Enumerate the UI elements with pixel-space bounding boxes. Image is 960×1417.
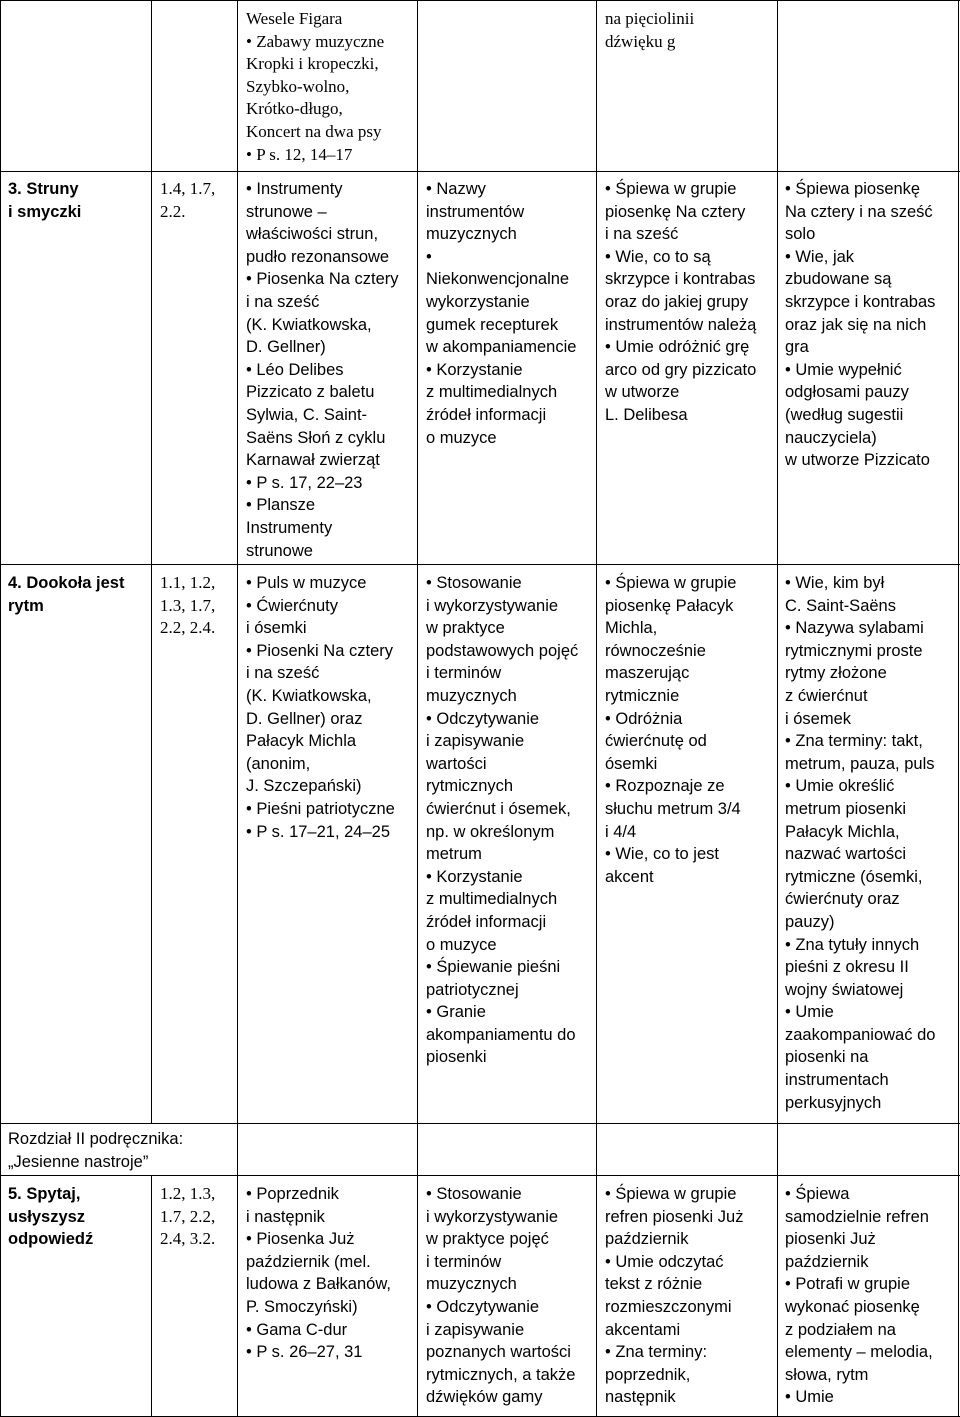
text-line: metrum, pauza, puls (785, 754, 935, 773)
text-line: i terminów (426, 664, 502, 683)
text-line: Saëns Słoń z cyklu (246, 428, 386, 447)
text-line: • Odróżnia (605, 709, 683, 728)
text-line: (anonim, (246, 754, 311, 773)
text-line: refren piosenki Już (605, 1207, 744, 1226)
text-line: • Nazywa sylabami (785, 619, 924, 638)
text-line: ćwierćnutę od (605, 732, 707, 751)
text-line: • Śpiewa w grupie (605, 1185, 737, 1203)
row-divider (0, 564, 960, 565)
text-line: i na sześć (605, 225, 679, 244)
text-line: październik (605, 1230, 689, 1249)
text-line: • Granie (426, 1003, 486, 1022)
table-border-right (958, 0, 959, 1417)
text-line: i smyczki (8, 202, 82, 221)
row4-materials (246, 572, 416, 843)
text-line: • Korzystanie (426, 360, 523, 379)
text-line: tekst z różnie (605, 1275, 703, 1294)
text-line: muzycznych (426, 1275, 517, 1294)
text-line: rytmy złożone (785, 664, 887, 683)
text-line: samodzielnie refren (785, 1207, 929, 1226)
row4-basic-requirements (605, 572, 776, 888)
text-line: i 4/4 (605, 822, 637, 841)
text-line: • Odczytywanie (426, 709, 540, 728)
column-divider (777, 0, 778, 1417)
text-line: słowa, rytm (785, 1365, 869, 1384)
text-line: następnik (605, 1388, 676, 1407)
text-line: (K. Kwiatkowska, (246, 686, 372, 705)
text-line: wartości (426, 754, 487, 773)
text-line: skrzypce i kontrabas (785, 292, 936, 311)
text-line: dźwięku g (605, 31, 676, 51)
text-line: październik (785, 1252, 869, 1271)
row-divider (0, 171, 960, 172)
text-line: o muzyce (426, 428, 497, 447)
text-line: i na sześć (246, 292, 320, 311)
text-line: o muzyce (426, 935, 497, 954)
text-line: i wykorzystywanie (426, 596, 559, 615)
text-line: • Śpiewa w grupie (605, 180, 737, 198)
text-line: Na cztery i na sześć (785, 202, 933, 221)
text-line: piosenki (426, 1048, 487, 1067)
text-line: Niekonwencjonalne (426, 270, 570, 289)
text-line: • Zna terminy: takt, (785, 732, 923, 751)
text-line: gumek recepturek (426, 315, 559, 334)
text-line: źródeł informacji (426, 912, 547, 931)
text-line: zaakompaniować do (785, 1025, 936, 1044)
text-line: • Wie, co to są (605, 247, 711, 266)
text-line: • Puls w muzyce (246, 574, 367, 592)
text-line: D. Gellner) (246, 338, 326, 357)
row3-materials (246, 178, 416, 562)
text-line: muzycznych (426, 225, 517, 244)
text-line: • Śpiewa w grupie (605, 574, 737, 592)
chapter-heading (8, 1128, 236, 1173)
text-line: Pałacyk Michla, (785, 822, 900, 841)
row3-content (426, 178, 595, 449)
text-line: • Piosenka Na cztery (246, 270, 399, 289)
text-line: • Piosenka Już (246, 1230, 355, 1249)
text-line: dźwięków gamy (426, 1388, 543, 1407)
text-line: (według sugestii (785, 405, 904, 424)
text-line: Instrumenty (246, 518, 333, 537)
text-line: i wykorzystywanie (426, 1207, 559, 1226)
text-line: • Instrumenty (246, 180, 343, 198)
text-line: rytm (8, 596, 44, 615)
text-line: • Zabawy muzyczne (246, 31, 385, 51)
text-line: ćwierćnut i ósemek, (426, 799, 571, 818)
table-border-left (0, 0, 1, 1417)
text-line: nauczyciela) (785, 428, 877, 447)
text-line: • Plansze (246, 496, 316, 515)
text-line: 3. Struny (8, 180, 79, 198)
text-line: arco od gry pizzicato (605, 360, 757, 379)
text-line: oraz do jakiej grupy (605, 292, 749, 311)
text-line: piosenkę Pałacyk (605, 596, 734, 615)
text-line: piosenki Już (785, 1230, 876, 1249)
text-line: • Śpiewa (785, 1185, 850, 1203)
text-line: • Potrafi w grupie (785, 1275, 910, 1294)
text-line: w praktyce pojęć (426, 1230, 549, 1249)
text-line: 1.4, 1.7, (160, 179, 216, 198)
text-line: oraz jak się na nich (785, 315, 927, 334)
text-line: 2.2, 2.4. (160, 618, 216, 638)
text-line: skrzypce i kontrabas (605, 270, 756, 289)
text-line: na pięciolinii (605, 9, 695, 28)
text-line: źródeł informacji (426, 405, 547, 424)
text-line: • P s. 17–21, 24–25 (246, 822, 391, 841)
text-line: maszerując (605, 664, 690, 683)
text-line: rytmicznych (426, 777, 514, 796)
text-line: i zapisywanie (426, 1320, 525, 1339)
text-line: Karnawał zwierząt (246, 451, 380, 470)
text-line: • (426, 247, 432, 266)
row5-basic-requirements (605, 1183, 776, 1409)
text-line: wykorzystanie (426, 292, 530, 311)
row4-content (426, 572, 595, 1069)
column-divider (596, 0, 597, 1417)
row-divider (0, 1123, 960, 1124)
row3-extended-requirements (785, 178, 957, 472)
text-line: „Jesienne nastroje” (8, 1152, 149, 1171)
text-line: perkusyjnych (785, 1093, 882, 1112)
text-line: i następnik (246, 1207, 325, 1226)
text-line: np. w określonym (426, 822, 555, 841)
text-line: • Umie określić (785, 777, 895, 796)
text-line: październik (mel. (246, 1252, 371, 1271)
row-divider (0, 1175, 960, 1176)
text-line: Sylwia, C. Saint- (246, 405, 368, 424)
text-line: z podziałem na (785, 1320, 896, 1339)
text-line: • Léo Delibes (246, 360, 344, 379)
text-line: wykonać piosenkę (785, 1297, 920, 1316)
text-line: • Rozpoznaje ze (605, 777, 725, 796)
text-line: z multimedialnych (426, 890, 558, 909)
text-line: elementy – melodia, (785, 1343, 933, 1362)
row4-title (8, 572, 150, 617)
text-line: • Gama C-dur (246, 1320, 348, 1339)
text-line: strunowe – (246, 202, 327, 221)
text-line: • P s. 26–27, 31 (246, 1343, 363, 1362)
text-line: akcentami (605, 1320, 681, 1339)
text-line: • Śpiewa piosenkę (785, 180, 921, 198)
text-line: akompaniamentu do (426, 1025, 576, 1044)
text-line: • Zna terminy: (605, 1343, 708, 1362)
text-line: poprzednik, (605, 1365, 691, 1384)
text-line: • Wie, kim był (785, 574, 885, 592)
text-line: z ćwierćnut (785, 686, 868, 705)
text-line: • Nazwy (426, 180, 486, 198)
text-line: odpowiedź (8, 1230, 94, 1249)
text-line: Rozdział II podręcznika: (8, 1130, 184, 1148)
text-line: właściwości strun, (246, 225, 379, 244)
text-line: pieśni z okresu II (785, 958, 909, 977)
text-line: Wesele Figara (246, 9, 343, 28)
text-line: pauzy) (785, 912, 835, 931)
text-line: • Śpiewanie pieśni (426, 958, 561, 977)
text-line: • Wie, co to jest (605, 845, 719, 864)
row5-refs (160, 1183, 236, 1251)
text-line: Pizzicato z baletu (246, 383, 375, 402)
text-line: muzycznych (426, 686, 517, 705)
text-line: i terminów (426, 1252, 502, 1271)
row5-extended-requirements (785, 1183, 957, 1409)
text-line: w utworze Pizzicato (785, 451, 930, 470)
text-line: • Zna tytuły innych (785, 935, 920, 954)
text-line: instrumentów (426, 202, 525, 221)
row4-refs (160, 572, 236, 640)
column-divider (237, 0, 238, 1417)
row5-content (426, 1183, 595, 1409)
text-line: solo (785, 225, 816, 244)
text-line: rozmieszczonymi (605, 1297, 732, 1316)
text-line: piosenki na (785, 1048, 869, 1067)
text-line: równocześnie (605, 641, 706, 660)
text-line: wojny światowej (785, 980, 904, 999)
text-line: nazwać wartości (785, 845, 907, 864)
text-line: • Umie odróżnić grę (605, 338, 750, 357)
text-line: 2.2. (160, 201, 186, 221)
text-line: i na sześć (246, 664, 320, 683)
text-line: • Umie wypełnić (785, 360, 902, 379)
text-line: • Umie (785, 1388, 834, 1407)
text-line: • Korzystanie (426, 867, 523, 886)
text-line: usłyszysz (8, 1207, 86, 1226)
row5-title (8, 1183, 150, 1251)
text-line: w akompaniamencie (426, 338, 577, 357)
text-line: • Pieśni patriotyczne (246, 799, 395, 818)
top-materials-cell (246, 8, 416, 166)
text-line: pudło rezonansowe (246, 247, 390, 266)
row3-refs (160, 178, 236, 223)
text-line: rytmicznych, a także (426, 1365, 576, 1384)
text-line: akcent (605, 867, 654, 886)
row3-title (8, 178, 150, 223)
text-line: Krótko-długo, (246, 99, 343, 119)
text-line: instrumentów należą (605, 315, 757, 334)
text-line: Kropki i kropeczki, (246, 54, 379, 74)
top-basic-cell (605, 8, 775, 53)
text-line: gra (785, 338, 809, 357)
text-line: poznanych wartości (426, 1343, 571, 1362)
text-line: w utworze (605, 383, 680, 402)
text-line: piosenkę Na cztery (605, 202, 746, 221)
text-line: 1.1, 1.2, (160, 573, 216, 592)
text-line: patriotycznej (426, 980, 519, 999)
text-line: Koncert na dwa psy (246, 121, 382, 141)
text-line: • Stosowanie (426, 574, 522, 592)
text-line: metrum piosenki (785, 799, 907, 818)
text-line: rytmiczne (ósemki, (785, 867, 923, 886)
text-line: • Umie (785, 1003, 834, 1022)
text-line: C. Saint-Saëns (785, 596, 896, 615)
text-line: instrumentach (785, 1071, 889, 1090)
column-divider (151, 0, 152, 1124)
column-divider (417, 0, 418, 1417)
text-line: 1.3, 1.7, (160, 595, 216, 615)
row5-materials (246, 1183, 416, 1364)
text-line: Michla, (605, 619, 658, 638)
text-line: • P s. 12, 14–17 (246, 144, 353, 164)
text-line: • Poprzednik (246, 1185, 339, 1203)
text-line: 2.4, 3.2. (160, 1229, 216, 1249)
text-line: strunowe (246, 541, 313, 560)
text-line: i zapisywanie (426, 732, 525, 751)
row3-basic-requirements (605, 178, 776, 427)
text-line: podstawowych pojęć (426, 641, 579, 660)
text-line: i ósemki (246, 619, 307, 638)
table-border-top (0, 0, 960, 1)
text-line: ósemki (605, 754, 658, 773)
column-divider (151, 1175, 152, 1417)
text-line: • P s. 17, 22–23 (246, 473, 363, 492)
text-line: z multimedialnych (426, 383, 558, 402)
text-line: 5. Spytaj, (8, 1185, 81, 1203)
text-line: i ósemek (785, 709, 852, 728)
text-line: • Wie, jak (785, 247, 855, 266)
row4-extended-requirements (785, 572, 957, 1114)
text-line: L. Delibesa (605, 405, 688, 424)
text-line: w praktyce (426, 619, 505, 638)
text-line: • Piosenki Na cztery (246, 641, 393, 660)
text-line: metrum (426, 845, 482, 864)
text-line: Pałacyk Michla (246, 732, 357, 751)
text-line: rytmicznymi proste (785, 641, 923, 660)
text-line: D. Gellner) oraz (246, 709, 363, 728)
text-line: (K. Kwiatkowska, (246, 315, 372, 334)
text-line: • Ćwierćnuty (246, 596, 338, 615)
text-line: słuchu metrum 3/4 (605, 799, 741, 818)
text-line: odgłosami pauzy (785, 383, 909, 402)
text-line: J. Szczepański) (246, 777, 362, 796)
text-line: zbudowane są (785, 270, 892, 289)
text-line: 1.7, 2.2, (160, 1206, 216, 1226)
text-line: • Stosowanie (426, 1185, 522, 1203)
text-line: • Umie odczytać (605, 1252, 724, 1271)
text-line: • Odczytywanie (426, 1297, 540, 1316)
text-line: 4. Dookoła jest (8, 574, 125, 592)
text-line: Szybko-wolno, (246, 76, 350, 96)
text-line: ćwierćnuty oraz (785, 890, 900, 909)
text-line: rytmicznie (605, 686, 680, 705)
text-line: P. Smoczyński) (246, 1297, 358, 1316)
text-line: 1.2, 1.3, (160, 1184, 216, 1203)
text-line: ludowa z Bałkanów, (246, 1275, 391, 1294)
